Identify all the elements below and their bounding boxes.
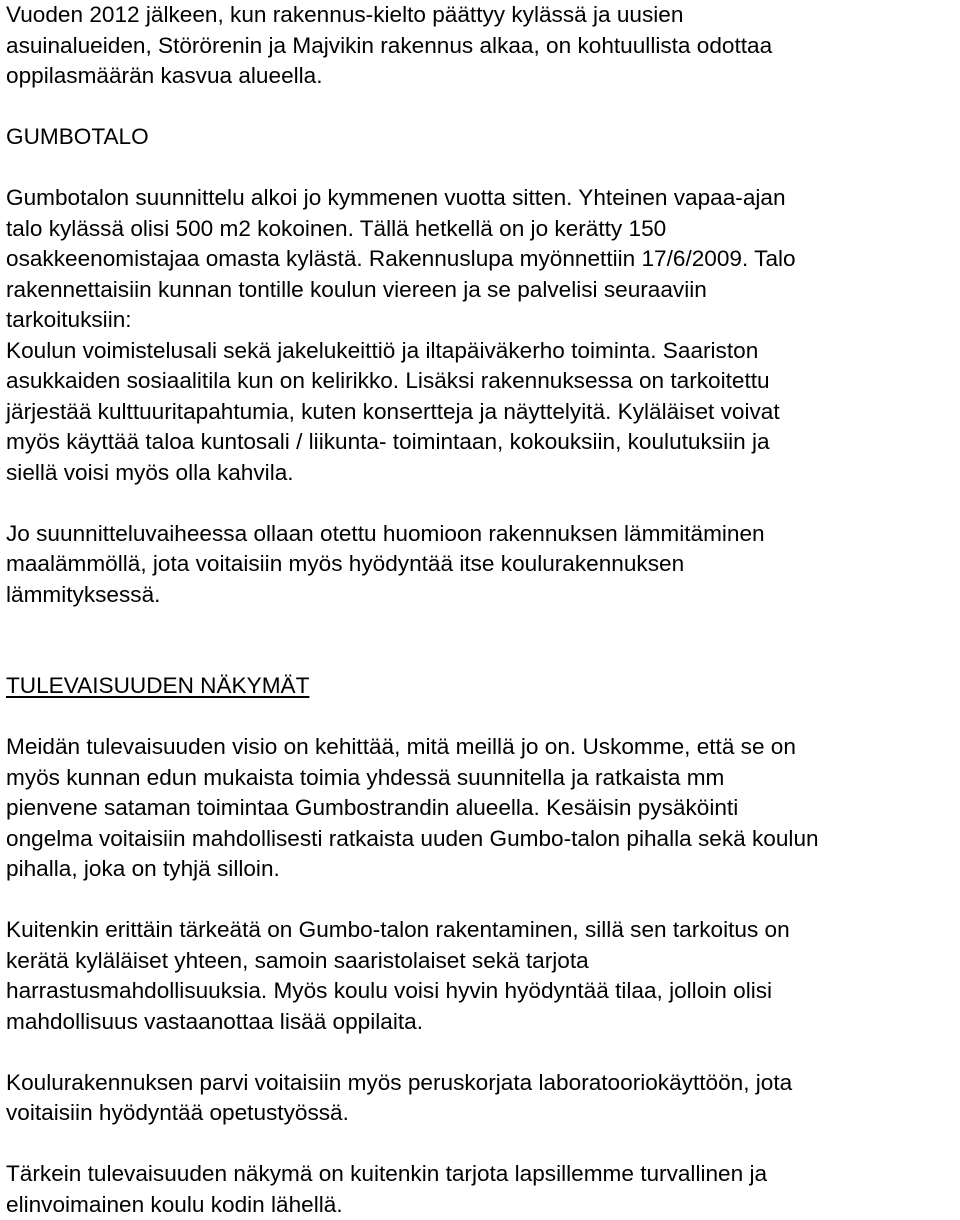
gumbotalo-paragraph-1 bbox=[6, 183, 956, 488]
text-line: Tärkein tulevaisuuden näkymä on kuitenkin tarjota lapsillemme turvallinen ja bbox=[6, 1159, 956, 1190]
future-paragraph-1 bbox=[6, 732, 956, 885]
text-line: asukkaiden sosiaalitila kun on kelirikko. Lisäksi rakennuksessa on tarkoitettu bbox=[6, 366, 956, 397]
heading-text: TULEVAISUUDEN NÄKYMÄT bbox=[6, 671, 956, 702]
paragraph-spacer bbox=[6, 1129, 956, 1160]
paragraph-spacer bbox=[6, 702, 956, 733]
heading-text: GUMBOTALO bbox=[6, 122, 956, 153]
text-line: järjestää kulttuuritapahtumia, kuten konsertteja ja näyttelyitä. Kyläläiset voivat bbox=[6, 397, 956, 428]
text-line: oppilasmäärän kasvua alueella. bbox=[6, 61, 956, 92]
text-line: pienvene sataman toimintaa Gumbostrandin alueella. Kesäisin pysäköinti bbox=[6, 793, 956, 824]
future-paragraph-2 bbox=[6, 915, 956, 1037]
text-line: lämmityksessä. bbox=[6, 580, 956, 611]
text-line: osakkeenomistajaa omasta kylästä. Rakennuslupa myönnettiin 17/6/2009. Talo bbox=[6, 244, 956, 275]
gumbotalo-paragraph-2 bbox=[6, 519, 956, 611]
text-line: Jo suunnitteluvaiheessa ollaan otettu huomioon rakennuksen lämmitäminen bbox=[6, 519, 956, 550]
text-line: ongelma voitaisiin mahdollisesti ratkaista uuden Gumbo-talon pihalla sekä koulun bbox=[6, 824, 956, 855]
text-line: tarkoituksiin: bbox=[6, 305, 956, 336]
text-line: Meidän tulevaisuuden visio on kehittää, mitä meillä jo on. Uskomme, että se on bbox=[6, 732, 956, 763]
text-line: voitaisiin hyödyntää opetustyössä. bbox=[6, 1098, 956, 1129]
text-line: maalämmöllä, jota voitaisiin myös hyödyntää itse koulurakennuksen bbox=[6, 549, 956, 580]
text-line: asuinalueiden, Störörenin ja Majvikin rakennus alkaa, on kohtuullista odottaa bbox=[6, 31, 956, 62]
text-line: mahdollisuus vastaanottaa lisää oppilaita. bbox=[6, 1007, 956, 1038]
text-line: pihalla, joka on tyhjä silloin. bbox=[6, 854, 956, 885]
paragraph-spacer bbox=[6, 92, 956, 123]
text-line: talo kylässä olisi 500 m2 kokoinen. Tällä hetkellä on jo kerätty 150 bbox=[6, 214, 956, 245]
text-line: Vuoden 2012 jälkeen, kun rakennus-kielto päättyy kylässä ja uusien bbox=[6, 0, 956, 31]
text-line: siellä voisi myös olla kahvila. bbox=[6, 458, 956, 489]
section-heading-future bbox=[6, 671, 956, 702]
text-line: Koulun voimistelusali sekä jakelukeittiö ja iltapäiväkerho toiminta. Saariston bbox=[6, 336, 956, 367]
text-line: kerätä kyläläiset yhteen, samoin saaristolaiset sekä tarjota bbox=[6, 946, 956, 977]
section-heading-gumbotalo bbox=[6, 122, 956, 153]
paragraph-spacer bbox=[6, 1037, 956, 1068]
text-line: Koulurakennuksen parvi voitaisiin myös peruskorjata laboratooriokäyttöön, jota bbox=[6, 1068, 956, 1099]
paragraph-spacer bbox=[6, 610, 956, 671]
text-line: elinvoimainen koulu kodin lähellä. bbox=[6, 1190, 956, 1220]
future-paragraph-4 bbox=[6, 1159, 956, 1220]
document-page bbox=[6, 0, 956, 1220]
text-line: Kuitenkin erittäin tärkeätä on Gumbo-talon rakentaminen, sillä sen tarkoitus on bbox=[6, 915, 956, 946]
text-line: myös kunnan edun mukaista toimia yhdessä suunnitella ja ratkaista mm bbox=[6, 763, 956, 794]
text-line: harrastusmahdollisuuksia. Myös koulu voisi hyvin hyödyntää tilaa, jolloin olisi bbox=[6, 976, 956, 1007]
text-line: myös käyttää taloa kuntosali / liikunta- toimintaan, kokouksiin, koulutuksiin ja bbox=[6, 427, 956, 458]
text-line: rakennettaisiin kunnan tontille koulun viereen ja se palvelisi seuraaviin bbox=[6, 275, 956, 306]
paragraph-spacer bbox=[6, 885, 956, 916]
intro-paragraph bbox=[6, 0, 956, 92]
future-paragraph-3 bbox=[6, 1068, 956, 1129]
text-line: Gumbotalon suunnittelu alkoi jo kymmenen vuotta sitten. Yhteinen vapaa-ajan bbox=[6, 183, 956, 214]
paragraph-spacer bbox=[6, 153, 956, 184]
paragraph-spacer bbox=[6, 488, 956, 519]
